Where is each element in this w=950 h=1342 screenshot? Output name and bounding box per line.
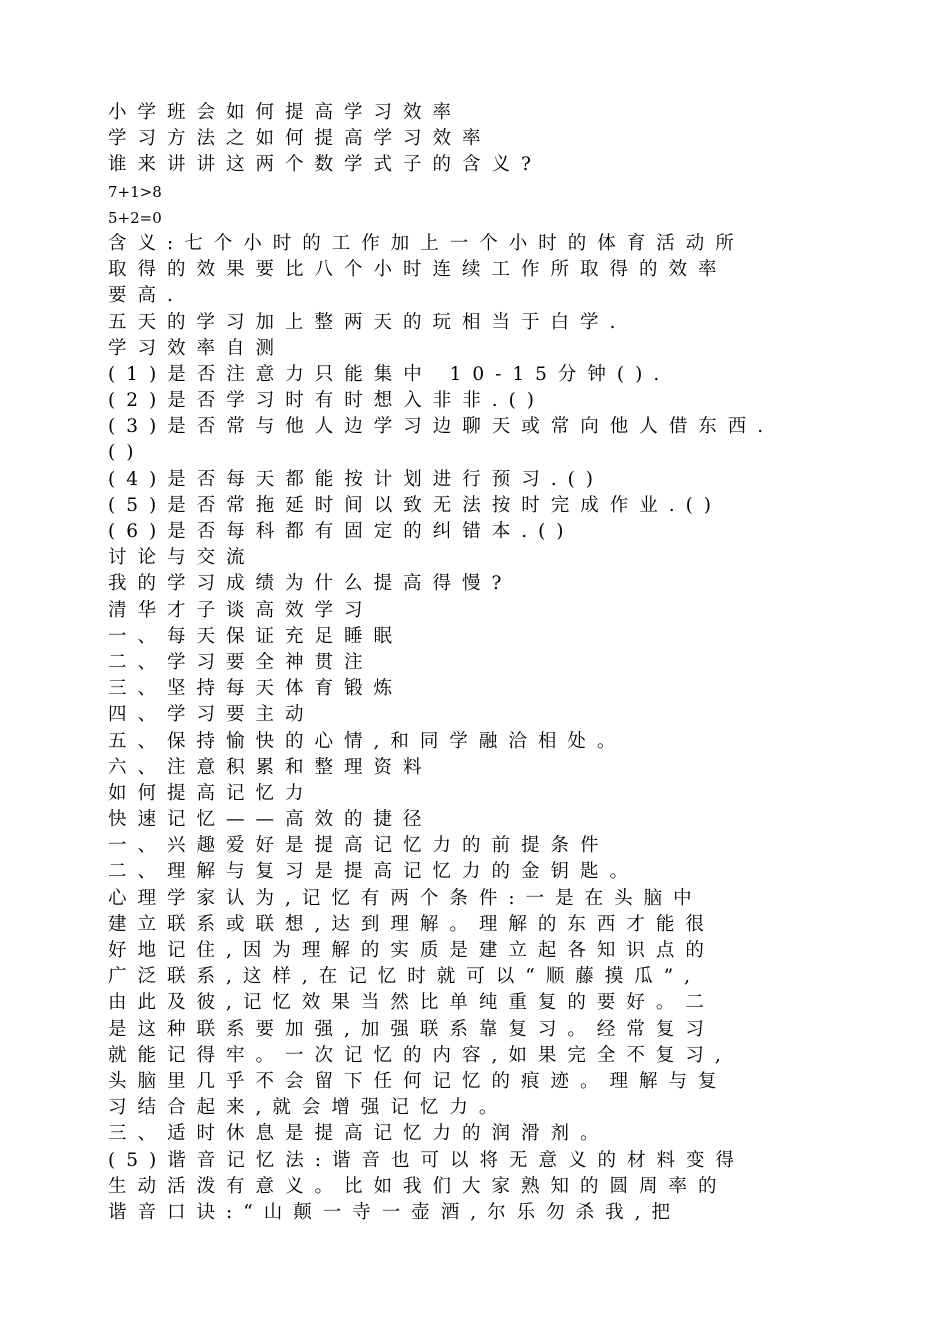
- list-item: 四、学习要主动: [108, 704, 315, 726]
- text-line: 五天的学习加上整两天的玩相当于白学.: [108, 311, 627, 333]
- list-item: 三、坚持每天体育锻炼: [108, 678, 404, 700]
- checklist-item: (6)是否每科都有固定的纠错本.(): [108, 521, 575, 542]
- checklist-item: (): [108, 442, 145, 464]
- text-line: 生动活泼有意义。比如我们大家熟知的圆周率的: [108, 1175, 728, 1197]
- checklist-item: (5)是否常拖延时间以致无法按时完成作业.(): [108, 494, 723, 516]
- section-heading: 如何提高记忆力: [108, 782, 315, 804]
- text-line: 要高.: [108, 285, 184, 307]
- checklist-item: (1)是否注意力只能集中 10-15分钟().: [108, 363, 671, 385]
- formula-line: 7+1>8: [108, 182, 162, 201]
- text-line: 建立联系或联想,达到理解。理解的东西才能很: [108, 913, 715, 935]
- section-heading: 快速记忆——高效的捷径: [108, 809, 433, 831]
- text-line: 谁来讲讲这两个数学式子的含义?: [108, 154, 542, 176]
- formula-line: 5+2=0: [108, 208, 162, 227]
- text-line: 取得的效果要比八个小时连续工作所取得的效率: [108, 259, 728, 281]
- text-line: 头脑里几乎不会留下任何记忆的痕迹。理解与复: [108, 1070, 728, 1092]
- checklist-item: (4)是否每天都能按计划进行预习.(): [108, 468, 605, 490]
- text-line: 习结合起来,就会增强记忆力。: [108, 1097, 509, 1119]
- text-line: 是这种联系要加强,加强联系靠复习。经常复习: [108, 1018, 715, 1040]
- text-line: 好地记住,因为理解的实质是建立起各知识点的: [108, 940, 715, 961]
- text-line: 广泛联系,这样,在记忆时就可以“顺藤摸瓜”,: [108, 966, 702, 988]
- subtitle-line: 学习方法之如何提高学习效率: [108, 128, 492, 150]
- document-page: [108, 100, 848, 1226]
- list-item: 五、保持愉快的心情,和同学融洽相处。: [108, 730, 627, 752]
- text-line: 谐音口诀:“山颠一寺一壶酒,尔乐勿杀我,把: [108, 1201, 681, 1223]
- list-item: 一、兴趣爱好是提高记忆力的前提条件: [108, 835, 610, 857]
- section-heading: 清华才子谈高效学习: [108, 599, 374, 621]
- text-line: 我的学习成绩为什么提高得慢?: [108, 573, 513, 595]
- text-line: 含义:七个小时的工作加上一个小时的体育活动所: [108, 232, 745, 254]
- section-heading: 讨论与交流: [108, 547, 256, 569]
- list-item: 三、适时休息是提高记忆力的润滑剂。: [108, 1123, 610, 1145]
- text-line: 就能记得牢。一次记忆的内容,如果完全不复习,: [108, 1044, 732, 1066]
- list-item: 六、注意积累和整理资料: [108, 756, 433, 778]
- title-line: 小学班会如何提高学习效率: [108, 102, 463, 123]
- list-item: 二、学习要全神贯注: [108, 651, 374, 673]
- section-heading: 学习效率自测: [108, 337, 286, 359]
- text-line: (5)谐音记忆法:谐音也可以将无意义的材料变得: [108, 1149, 745, 1171]
- checklist-item: (2)是否学习时有时想入非非.(): [108, 390, 546, 412]
- list-item: 一、每天保证充足睡眠: [108, 625, 404, 647]
- text-line: 由此及彼,记忆效果当然比单纯重复的要好。二: [108, 992, 715, 1014]
- checklist-item: (3)是否常与他人边学习边聊天或常向他人借东西.: [108, 416, 775, 438]
- list-item: 二、理解与复习是提高记忆力的金钥匙。: [108, 861, 640, 883]
- text-line: 心理学家认为,记忆有两个条件:一是在头脑中: [108, 887, 703, 909]
